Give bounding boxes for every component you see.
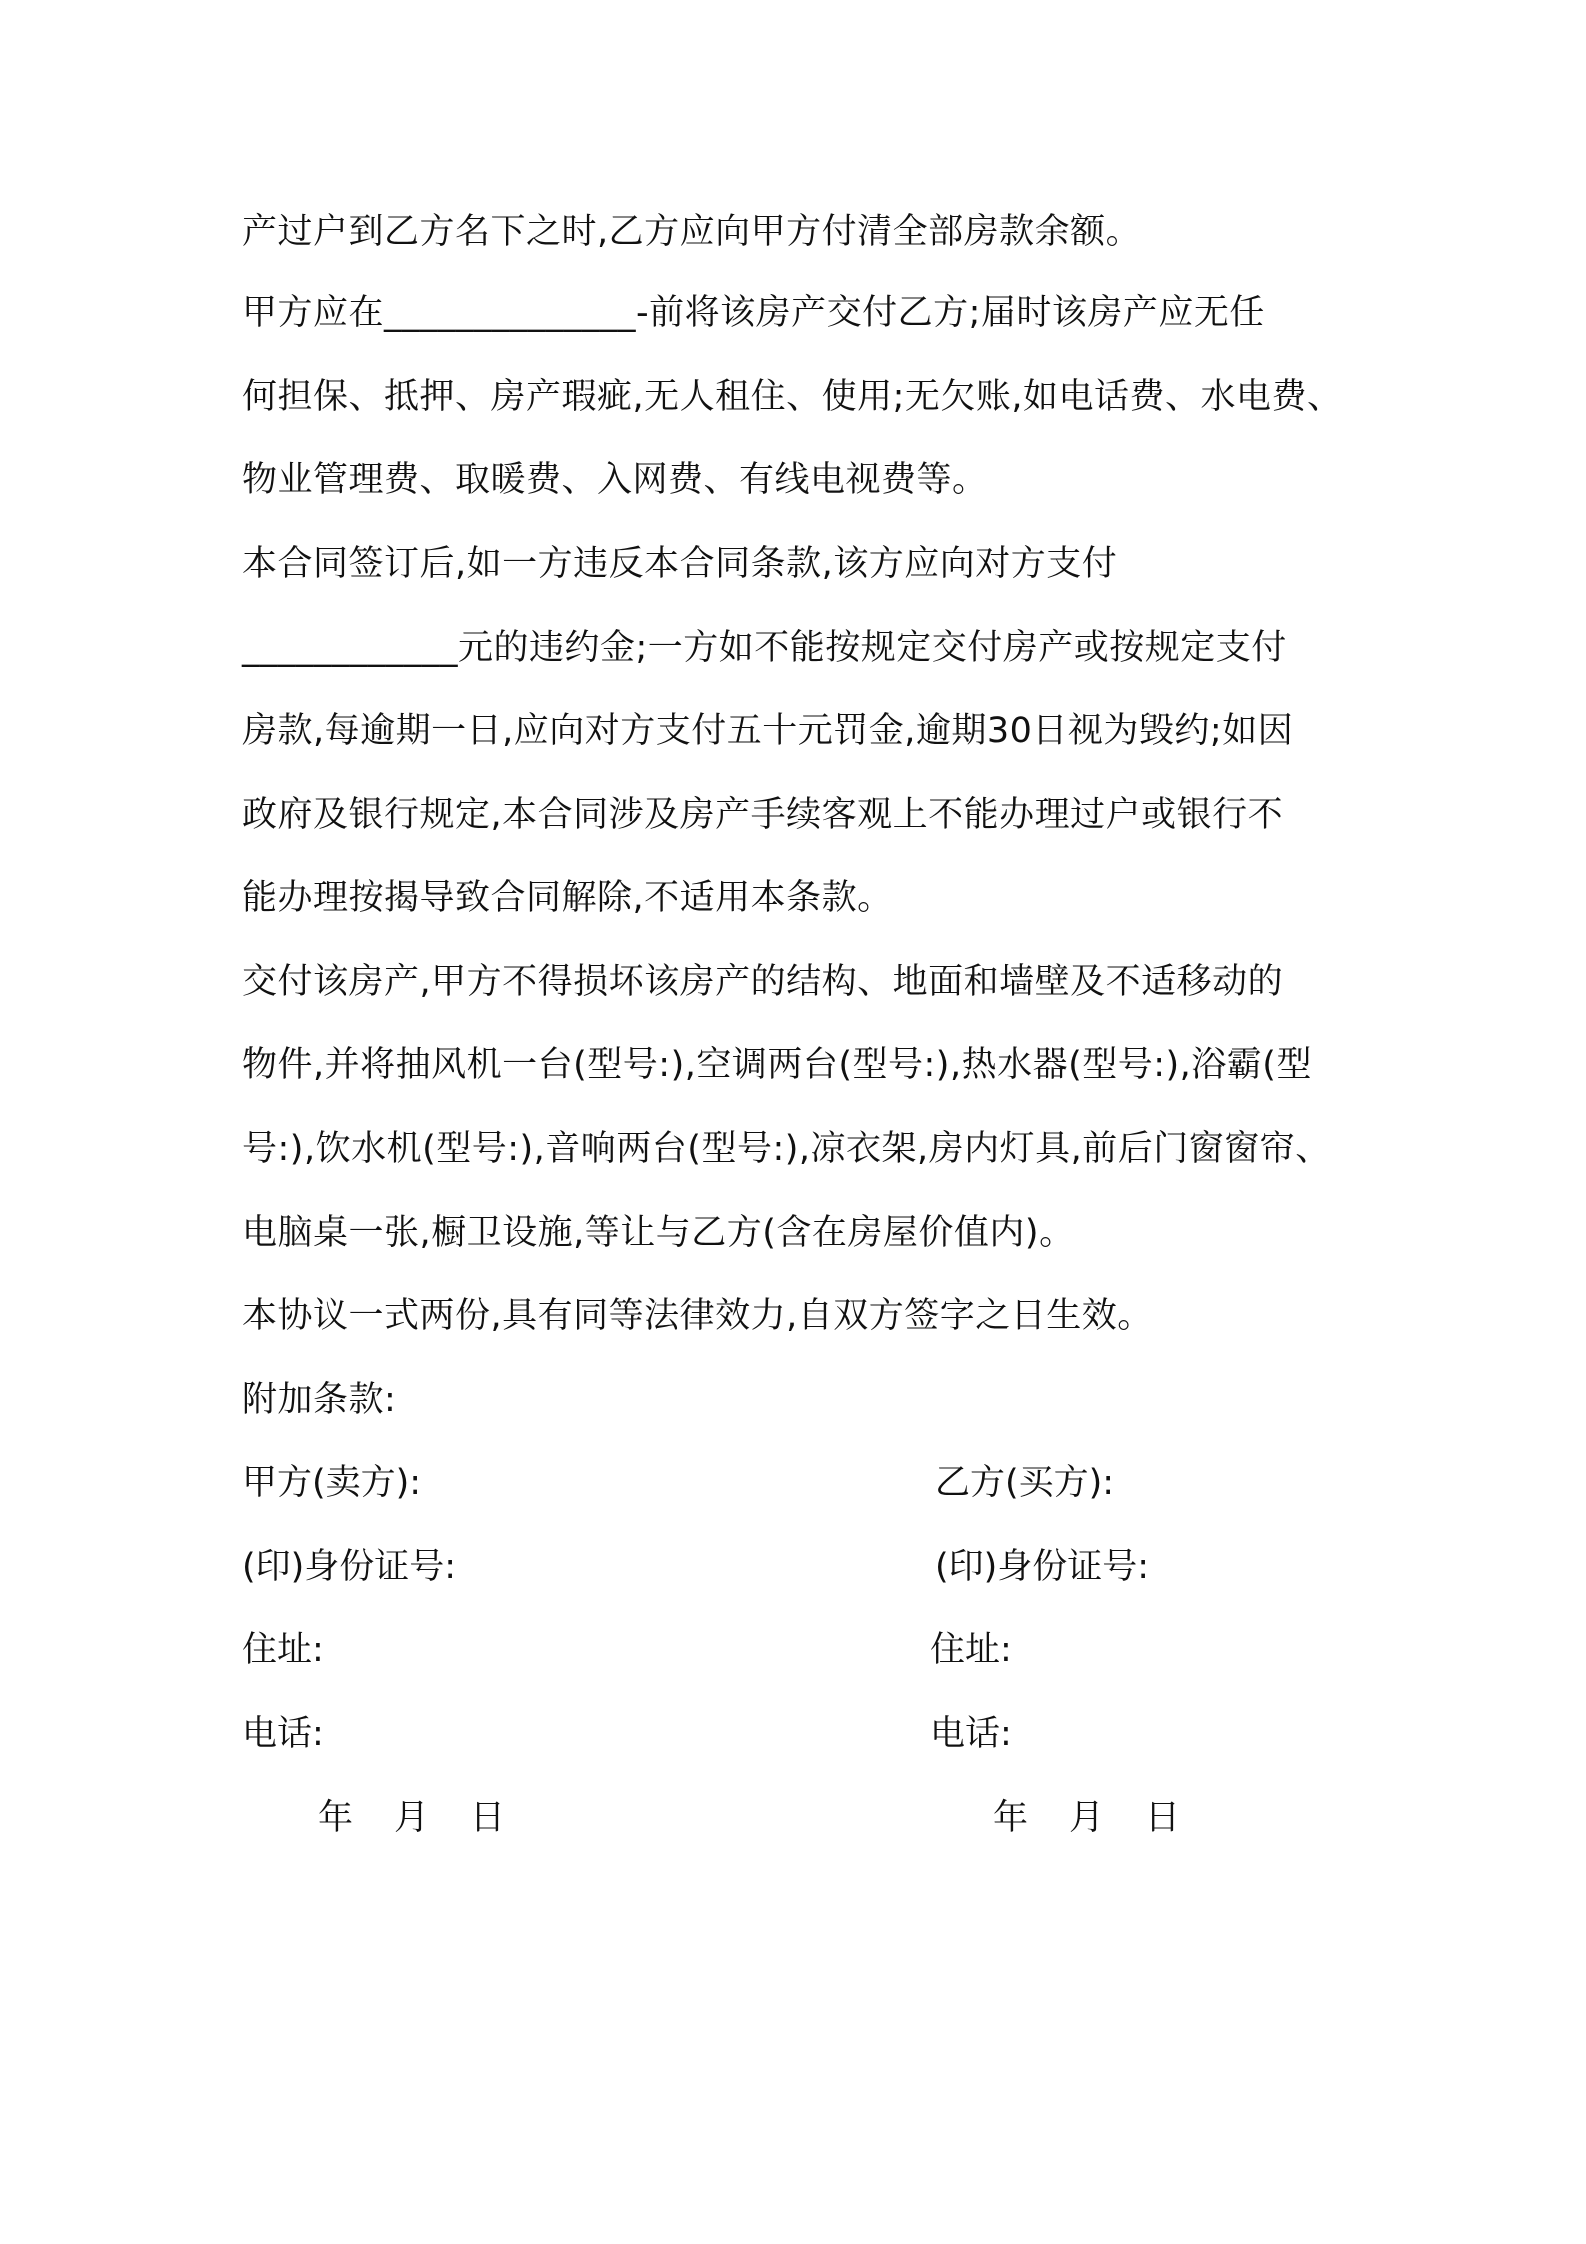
buyer-phone-label: 电话: <box>930 1714 1012 1754</box>
date-month: 月 <box>1069 1798 1105 1838</box>
paragraph-line: ____________元的违约金;一方如不能按规定交付房产或按规定支付 <box>242 628 1287 668</box>
seller-date <box>318 1796 505 1840</box>
date-year: 年 <box>993 1798 1029 1838</box>
paragraph-line: 物件,并将抽风机一台(型号:),空调两台(型号:),热水器(型号:),浴霸(型 <box>242 1045 1312 1085</box>
seller-label: 甲方(卖方): <box>242 1463 422 1503</box>
seller-id-label: (印)身份证号: <box>242 1547 457 1587</box>
paragraph-line: 产过户到乙方名下之时,乙方应向甲方付清全部房款余额。 <box>242 212 1142 252</box>
paragraph-line: 政府及银行规定,本合同涉及房产手续客观上不能办理过户或银行不 <box>242 795 1284 835</box>
paragraph-line: 本协议一式两份,具有同等法律效力,自双方签字之日生效。 <box>242 1296 1153 1336</box>
seller-address-label: 住址: <box>242 1630 324 1670</box>
paragraph-line: 何担保、抵押、房产瑕疵,无人租住、使用;无欠账,如电话费、水电费、 <box>242 377 1343 417</box>
date-day: 日 <box>1145 1798 1181 1838</box>
buyer-id-label: (印)身份证号: <box>935 1547 1150 1587</box>
date-year: 年 <box>318 1798 354 1838</box>
paragraph-line: 本合同签订后,如一方违反本合同条款,该方应向对方支付 <box>242 544 1118 584</box>
buyer-date <box>993 1796 1180 1840</box>
paragraph-line: 交付该房产,甲方不得损坏该房产的结构、地面和墙壁及不适移动的 <box>242 962 1284 1002</box>
paragraph-line: 电脑桌一张,橱卫设施,等让与乙方(含在房屋价值内)。 <box>242 1213 1075 1253</box>
paragraph-line: 甲方应在______________-前将该房产交付乙方;届时该房产应无任 <box>242 293 1265 333</box>
paragraph-line: 物业管理费、取暖费、入网费、有线电视费等。 <box>242 460 988 500</box>
paragraph-line: 房款,每逾期一日,应向对方支付五十元罚金,逾期30日视为毁约;如因 <box>242 711 1294 751</box>
paragraph-line: 号:),饮水机(型号:),音响两台(型号:),凉衣架,房内灯具,前后门窗窗帘、 <box>242 1129 1331 1169</box>
date-day: 日 <box>470 1798 506 1838</box>
buyer-address-label: 住址: <box>930 1630 1012 1670</box>
date-month: 月 <box>394 1798 430 1838</box>
seller-phone-label: 电话: <box>242 1714 324 1754</box>
additional-terms-label: 附加条款: <box>242 1380 397 1420</box>
paragraph-line: 能办理按揭导致合同解除,不适用本条款。 <box>242 878 893 918</box>
buyer-label: 乙方(买方): <box>935 1463 1115 1503</box>
